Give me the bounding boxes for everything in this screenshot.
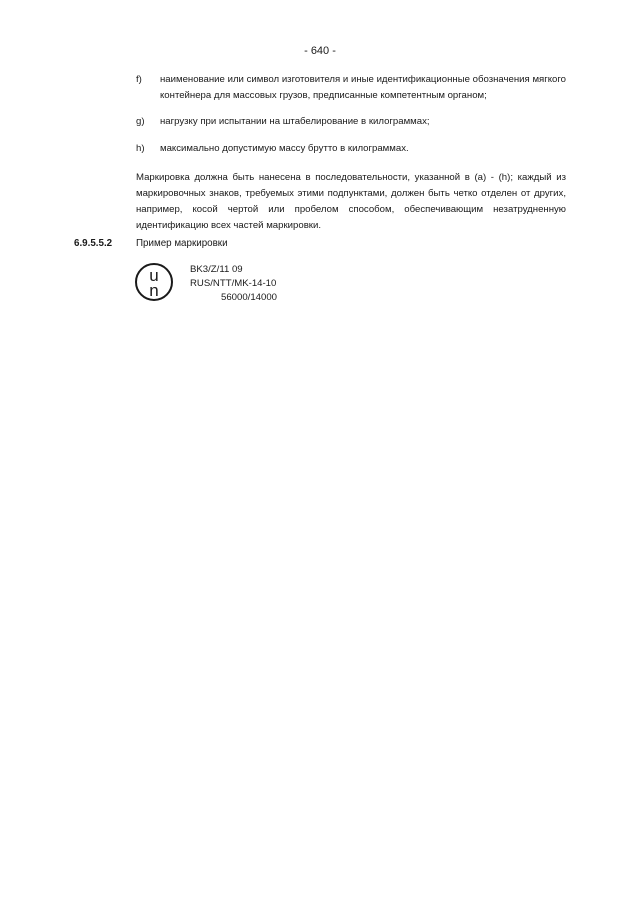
un-packaging-symbol-icon — [134, 262, 174, 302]
un-symbol-letter-u: u — [149, 266, 159, 285]
list-item-letter: h) — [136, 143, 145, 154]
marking-line-1: BK3/Z/11 09 — [190, 264, 243, 275]
list-item-letter: g) — [136, 116, 145, 127]
page-number: - 640 - — [304, 45, 336, 57]
list-item-letter: f) — [136, 74, 142, 85]
section-number: 6.9.5.5.2 — [74, 238, 113, 249]
list-item-text: максимально допустимую массу брутто в килограммах. — [160, 143, 409, 154]
list-item-text: наименование или символ изготовителя и иные идентификационные обозначения мягкого контейнера для массовых грузов, предписанные компетентным органом; — [160, 74, 566, 101]
marking-line-2: RUS/NTT/MK-14-10 — [190, 278, 277, 289]
un-symbol-letter-n: n — [149, 281, 159, 300]
marking-order-paragraph: Маркировка должна быть нанесена в последовательности, указанной в (a) - (h); каждый из маркировочных знаков, требуемых этими подпунктами, должен быть четко отделен от других, например, косой чертой или пробелом способом, обеспечивающим незатрудненную идентификацию всех частей маркировки. — [136, 172, 566, 231]
marking-line-3: 56000/14000 — [221, 292, 278, 303]
section-title: Пример маркировки — [136, 238, 228, 249]
list-item-text: нагрузку при испытании на штабелирование в килограммах; — [160, 116, 430, 127]
